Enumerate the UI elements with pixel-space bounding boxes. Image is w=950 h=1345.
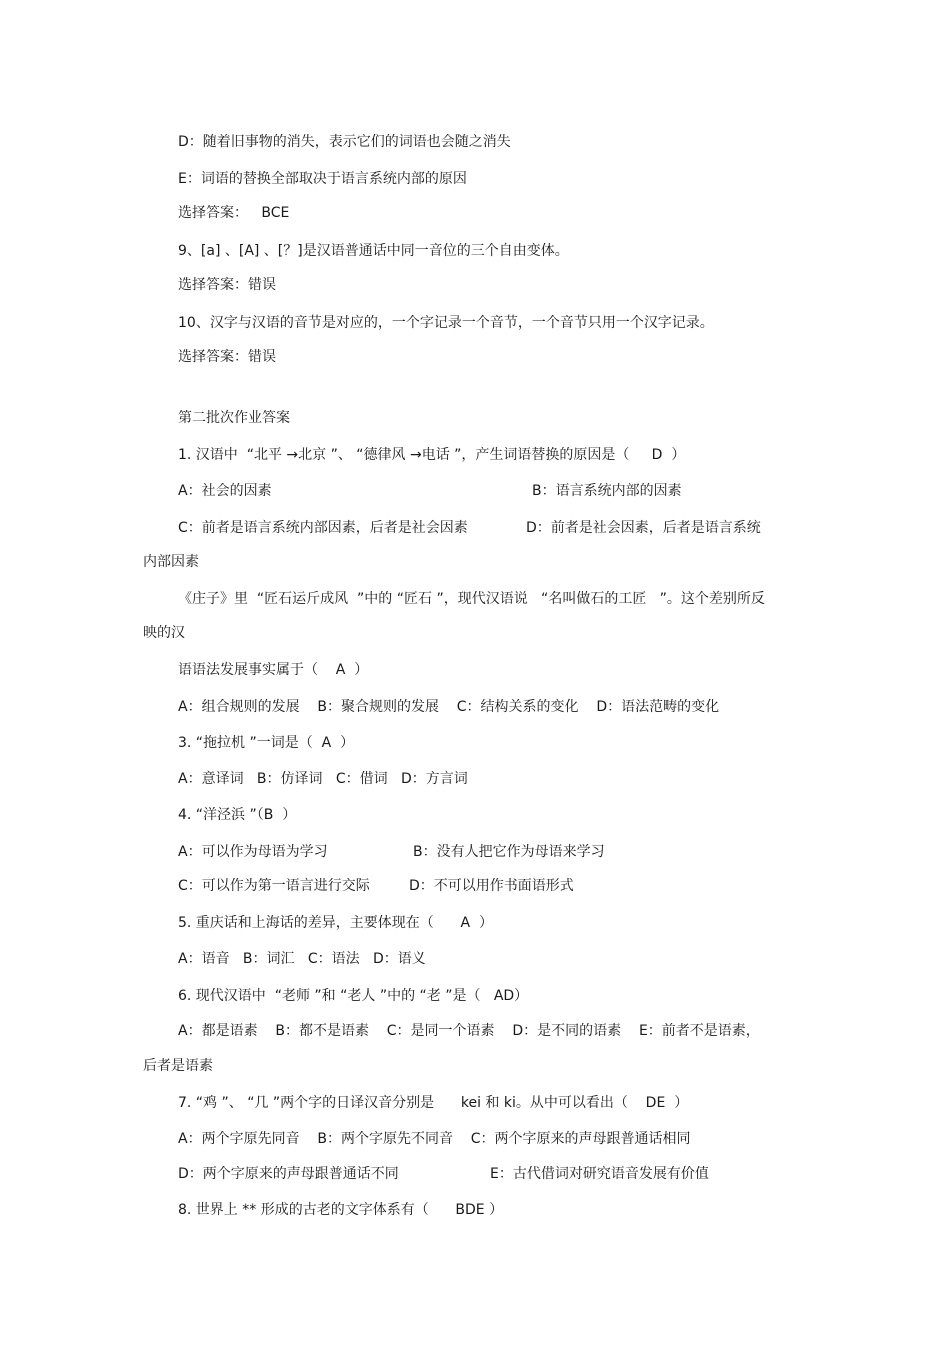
option-e: E：古代借词对研究语音发展有价值 bbox=[490, 1166, 709, 1182]
option-d-continued: 内部因素 bbox=[143, 554, 199, 570]
question-1: 1. 汉语中 “北平 →北京 ”、 “德律风 →电话 ”，产生词语替换的原因是（ D ） bbox=[178, 447, 686, 463]
option-d-line: D：随着旧事物的消失，表示它们的词语也会随之消失 bbox=[178, 134, 511, 150]
option-a: A：社会的因素 bbox=[178, 483, 272, 499]
answer-line: 选择答案： BCE bbox=[178, 205, 290, 221]
options-line-continued: 后者是语素 bbox=[143, 1058, 213, 1074]
options-line: A：组合规则的发展 B：聚合规则的发展 C：结构关系的变化 D：语法范畴的变化 bbox=[178, 699, 720, 715]
option-b: B：语言系统内部的因素 bbox=[532, 483, 682, 499]
question-2: 《庄子》里 “匠石运斤成风 ”中的 “匠石 ”，现代汉语说 “名叫做石的工匠 ”。这个差别所反 bbox=[178, 591, 765, 607]
options-line: A：意译词 B：仿译词 C：借词 D：方言词 bbox=[178, 771, 468, 787]
question-10: 10、汉字与汉语的音节是对应的，一个字记录一个音节，一个音节只用一个汉字记录。 bbox=[178, 315, 714, 331]
option-d: D：两个字原来的声母跟普通话不同 bbox=[178, 1166, 399, 1182]
question-3: 3. “拖拉机 ”一词是（ A ） bbox=[178, 735, 355, 751]
option-c: C：前者是语言系统内部因素，后者是社会因素 bbox=[178, 520, 468, 536]
option-e-line: E：词语的替换全部取决于语言系统内部的原因 bbox=[178, 171, 467, 187]
option-b: B：没有人把它作为母语来学习 bbox=[413, 844, 605, 860]
option-d: D：不可以用作书面语形式 bbox=[409, 878, 574, 894]
question-2-continued: 映的汉 bbox=[143, 625, 185, 641]
question-6: 6. 现代汉语中 “老师 ”和 “老人 ”中的 “老 ”是（ AD） bbox=[178, 988, 529, 1004]
option-a: A：可以作为母语为学习 bbox=[178, 844, 328, 860]
options-line: A：两个字原先同音 B：两个字原先不同音 C：两个字原来的声母跟普通话相同 bbox=[178, 1131, 691, 1147]
question-7: 7. “鸡 ”、 “几 ”两个字的日译汉音分别是 kei 和 ki。从中可以看出（ DE ） bbox=[178, 1095, 689, 1111]
question-9: 9、[a] 、[A] 、[？]是汉语普通话中同一音位的三个自由变体。 bbox=[178, 243, 569, 259]
answer-line: 选择答案：错误 bbox=[178, 349, 276, 365]
question-4: 4. “洋泾浜 ”（B ） bbox=[178, 807, 297, 823]
options-line: A：都是语素 B：都不是语素 C：是同一个语素 D：是不同的语素 E：前者不是语素， bbox=[178, 1023, 760, 1039]
question-8: 8. 世界上 ** 形成的古老的文字体系有（ BDE ） bbox=[178, 1202, 504, 1218]
options-line: A：语音 B：词汇 C：语法 D：语义 bbox=[178, 951, 426, 967]
option-d: D：前者是社会因素，后者是语言系统 bbox=[526, 520, 761, 536]
option-c: C：可以作为第一语言进行交际 bbox=[178, 878, 370, 894]
question-5: 5. 重庆话和上海话的差异，主要体现在（ A ） bbox=[178, 915, 493, 931]
section-heading: 第二批次作业答案 bbox=[178, 410, 290, 426]
answer-line: 选择答案：错误 bbox=[178, 277, 276, 293]
question-2-continued: 语语法发展事实属于（ A ） bbox=[178, 662, 369, 678]
